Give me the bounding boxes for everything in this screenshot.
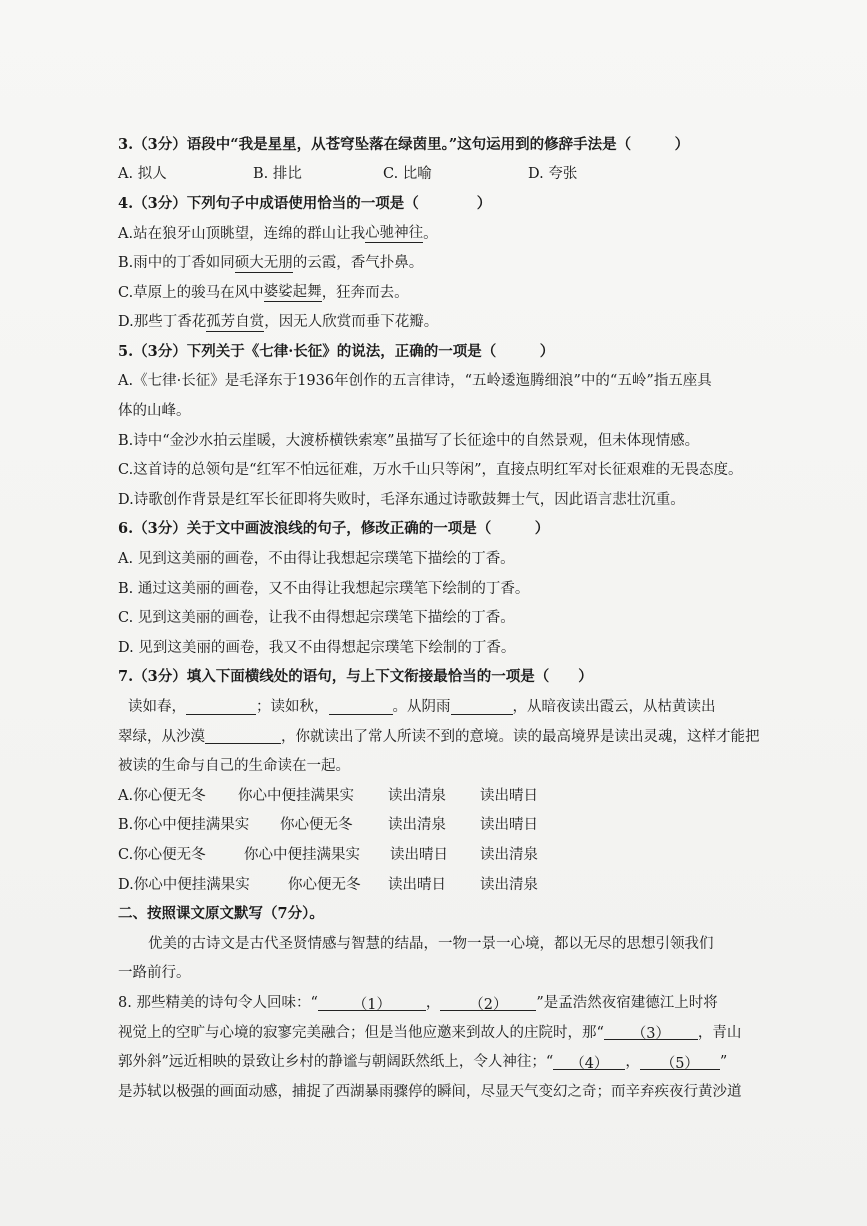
q8-text: 郭外斜”远近相映的景致让乡村的静谧与朝阔跃然纸上，令人神往；“ bbox=[118, 1054, 554, 1071]
q8-text: ” bbox=[719, 1054, 728, 1071]
q8-blank-4-label: （4） bbox=[570, 1055, 609, 1072]
q7-d-col1: D.你心中便挂满果实 bbox=[118, 876, 250, 893]
q8-line4: 是苏轼以极强的画面动感，捕捉了西湖暴雨骤停的瞬间，尽显天气变幻之奇；而辛弃疾夜行黄沙道 bbox=[118, 1083, 742, 1100]
q8-blank-5 bbox=[640, 1055, 720, 1070]
q8-blank-1 bbox=[318, 996, 426, 1011]
q4-option-b bbox=[118, 248, 768, 278]
q7-stem: 7.（3分）填入下面横线处的语句，与上下文衔接最恰当的一项是（ ） bbox=[118, 668, 593, 686]
q3-option-c: C. 比喻 bbox=[383, 166, 432, 183]
q7-text: ；读如秋， bbox=[256, 699, 329, 716]
q8-text: 8. 那些精美的诗句令人回味：“ bbox=[118, 994, 318, 1011]
q4-b-idiom: 硕大无朋 bbox=[235, 254, 293, 273]
q7-blank-2 bbox=[329, 700, 393, 715]
q8-blank-1-label: （1） bbox=[352, 996, 391, 1013]
q5-option-a-line1: A.《七律·长征》是毛泽东于1936年创作的五言律诗，“五岭逶迤腾细浪”中的“五岭”指五座具 bbox=[118, 373, 712, 390]
q7-option-a bbox=[118, 781, 768, 811]
q7-text: 翠绿，从沙漠 bbox=[118, 728, 205, 745]
section2-intro-line1: 优美的古诗文是古代圣贤情感与智慧的结晶，一物一景一心境，都以无尽的思想引领我们 bbox=[148, 935, 714, 952]
q3-options bbox=[118, 160, 768, 190]
q4-d-text: D.那些丁香花 bbox=[118, 314, 207, 331]
q4-a-idiom: 心驰神往 bbox=[365, 224, 423, 243]
q7-b-col2: 你心便无冬 bbox=[280, 817, 353, 834]
q8-text: ，青山 bbox=[697, 1024, 742, 1041]
q8-text: ， bbox=[625, 1054, 640, 1071]
q7-d-col2: 你心便无冬 bbox=[288, 876, 361, 893]
q7-b-col4: 读出晴日 bbox=[480, 817, 538, 834]
q8-text: 视觉上的空旷与心境的寂寥完美融合；但是当他应邀来到故人的庄院时，那“ bbox=[118, 1024, 604, 1041]
q7-b-col3: 读出清泉 bbox=[388, 817, 446, 834]
q4-a-text: A.站在狼牙山顶眺望，连绵的群山让我 bbox=[118, 225, 366, 242]
q3-option-d: D. 夸张 bbox=[528, 166, 578, 183]
q4-b-end: 的云霞，香气扑鼻。 bbox=[292, 255, 424, 272]
q7-a-col3: 读出清泉 bbox=[388, 787, 446, 804]
q7-option-b bbox=[118, 811, 768, 841]
q5-option-c: C.这首诗的总领句是“红军不怕远征难，万水千山只等闲”，直接点明红军对长征艰难的无畏态度。 bbox=[118, 462, 743, 479]
q4-option-a bbox=[118, 219, 768, 249]
q4-b-text: B.雨中的丁香如同 bbox=[118, 255, 235, 272]
q6-option-b: B. 通过这美丽的画卷，又不由得让我想起宗璞笔下绘制的丁香。 bbox=[118, 580, 530, 597]
section2-heading: 二、按照课文原文默写（7分）。 bbox=[118, 905, 324, 923]
q8-blank-3-label: （3） bbox=[631, 1026, 671, 1043]
q7-passage-line3: 被读的生命与自己的生命读在一起。 bbox=[118, 758, 350, 775]
q7-blank-3 bbox=[451, 700, 513, 715]
q7-text: ，从暗夜读出霞云，从枯黄读出 bbox=[512, 699, 716, 716]
q8-line3 bbox=[118, 1047, 768, 1077]
q4-d-idiom: 孤芳自赏 bbox=[206, 313, 264, 332]
q7-c-col3: 读出晴日 bbox=[390, 846, 448, 863]
section2-intro-line2: 一路前行。 bbox=[118, 965, 191, 982]
q3-stem: 3.（3分）语段中“我是星星，从苍穹坠落在绿茵里。”这句运用到的修辞手法是（ ） bbox=[118, 135, 690, 153]
q8-blank-2-label: （2） bbox=[469, 996, 508, 1013]
q7-a-col1: A.你心便无冬 bbox=[118, 787, 206, 804]
q8-blank-3 bbox=[604, 1025, 698, 1043]
q4-d-end: ，因无人欣赏而垂下花瓣。 bbox=[264, 314, 439, 331]
q7-option-c bbox=[118, 840, 768, 870]
q8-blank-5-label: （5） bbox=[660, 1055, 699, 1072]
q8-text: ， bbox=[425, 994, 441, 1011]
q6-option-c: C. 见到这美丽的画卷，让我不由得想起宗璞笔下描绘的丁香。 bbox=[118, 610, 515, 627]
q5-stem: 5.（3分）下列关于《七律·长征》的说法，正确的一项是（ ） bbox=[118, 342, 555, 360]
q7-text: 。从阴雨 bbox=[392, 699, 451, 716]
q7-b-col1: B.你心中便挂满果实 bbox=[118, 817, 250, 834]
q7-d-col3: 读出晴日 bbox=[388, 876, 446, 893]
q4-option-c bbox=[118, 278, 768, 308]
q3-option-b: B. 排比 bbox=[253, 166, 302, 183]
q8-blank-2 bbox=[440, 996, 536, 1011]
q6-option-a: A. 见到这美丽的画卷，不由得让我想起宗璞笔下描绘的丁香。 bbox=[118, 551, 515, 568]
q8-text: ”是孟浩然夜宿建德江上时将 bbox=[536, 994, 718, 1011]
q7-a-col4: 读出晴日 bbox=[480, 787, 538, 804]
exam-content bbox=[118, 130, 768, 1107]
q5-option-d: D.诗歌创作背景是红军长征即将失败时，毛泽东通过诗歌鼓舞士气，因此语言悲壮沉重。 bbox=[118, 491, 685, 508]
q7-text: 读如春， bbox=[128, 699, 186, 716]
q6-option-d: D. 见到这美丽的画卷，我又不由得想起宗璞笔下绘制的丁香。 bbox=[118, 639, 516, 656]
q8-line2 bbox=[118, 1018, 768, 1048]
q6-stem: 6.（3分）关于文中画波浪线的句子，修改正确的一项是（ ） bbox=[118, 520, 550, 538]
q4-c-end: ，狂奔而去。 bbox=[321, 284, 409, 301]
q7-blank-4 bbox=[205, 729, 281, 744]
q4-stem: 4.（3分）下列句子中成语使用恰当的一项是（ ） bbox=[118, 194, 492, 212]
q3-option-a: A. 拟人 bbox=[118, 166, 167, 183]
q5-option-b: B.诗中“金沙水拍云崖暖，大渡桥横铁索寒”虽描写了长征途中的自然景观，但未体现情感。 bbox=[118, 432, 700, 449]
q7-text: ，你就读出了常人所读不到的意境。读的最高境界是读出灵魂，这样才能把 bbox=[281, 728, 760, 745]
q7-passage-line1 bbox=[118, 692, 768, 722]
q7-blank-1 bbox=[186, 700, 256, 715]
q7-passage-line2 bbox=[118, 722, 768, 752]
q7-a-col2: 你心中便挂满果实 bbox=[238, 787, 354, 804]
q7-c-col4: 读出清泉 bbox=[480, 846, 538, 863]
q8-blank-4 bbox=[553, 1055, 625, 1070]
q8-line1 bbox=[118, 988, 768, 1018]
q7-option-d bbox=[118, 870, 768, 900]
q4-option-d bbox=[118, 308, 768, 338]
q7-d-col4: 读出清泉 bbox=[480, 876, 538, 893]
q4-c-text: C.草原上的骏马在风中 bbox=[118, 284, 264, 301]
q4-a-end: 。 bbox=[423, 225, 438, 242]
q7-c-col1: C.你心便无冬 bbox=[118, 846, 206, 863]
q5-option-a-line2: 体的山峰。 bbox=[118, 403, 191, 420]
q4-c-idiom: 婆娑起舞 bbox=[264, 283, 322, 302]
q7-c-col2: 你心中便挂满果实 bbox=[244, 846, 360, 863]
